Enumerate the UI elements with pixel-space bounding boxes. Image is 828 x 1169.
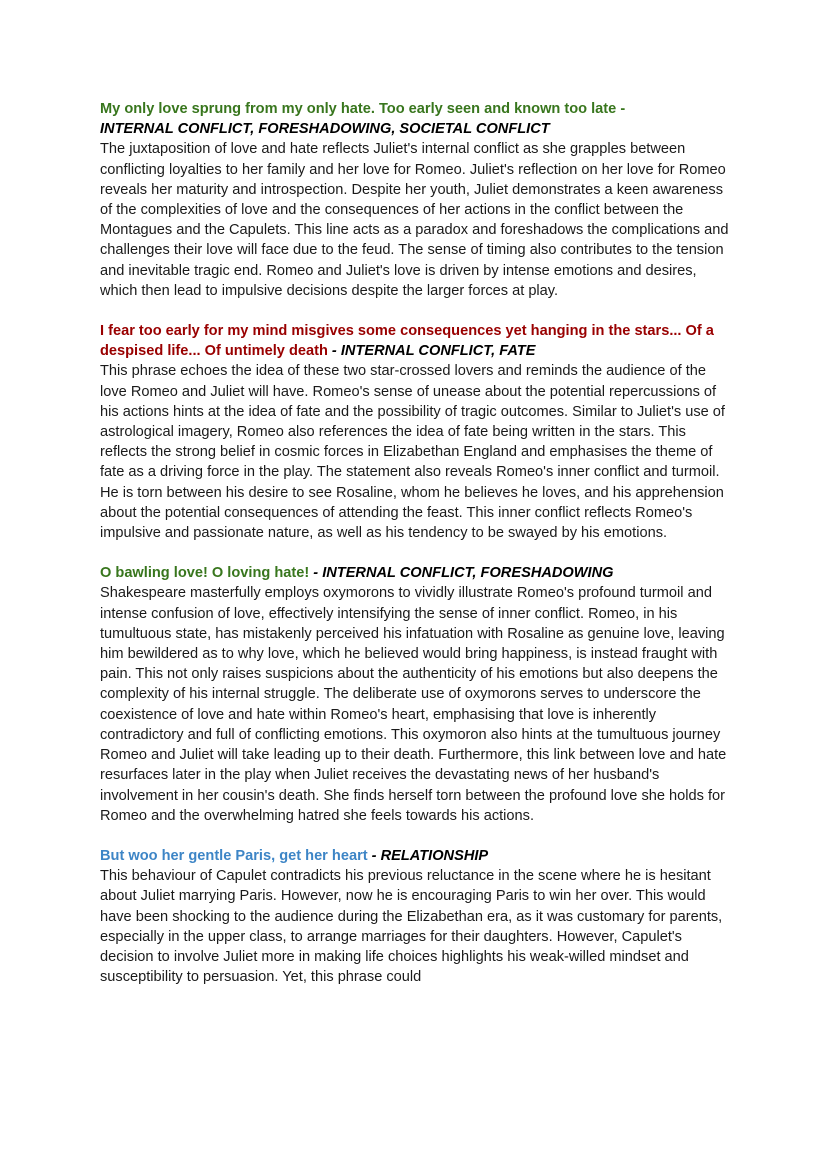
quote-text: But woo her gentle Paris, get her heart xyxy=(100,847,368,864)
theme-tags: INTERNAL CONFLICT, FORESHADOWING, SOCIETAL CONFLICT xyxy=(100,121,550,138)
quote-separator: - xyxy=(616,101,626,117)
analysis-paragraph: Shakespeare masterfully employs oxymorons to vividly illustrate Romeo's profound turmoil and intense confusion of love, effectively intensifying the sense of inner conflict. Romeo, in his tumultuous state, has mistakenly perceived his infatuation with Rosaline as genuine love, leaving him bewildered as to why love, which he believed would bring happiness, is instead fraught with pain. This not only raises suspicions about the authenticity of his emotions but also deepens the complexity of his internal struggle. The deliberate use of oxymorons serves to underscore the coexistence of love and hate within Romeo's heart, emphasising that love is inherently contradictory and full of conflicting emotions. This oxymoron also hints at the tumultuous journey Romeo and Juliet will take leading up to their death. Furthermore, this link between love and hate resurfaces later in the play when Juliet receives the devastating news of her husband's involvement in her cousin's death. She finds herself torn between the profound love she holds for Romeo and the overwhelming hatred she feels towards his actions. xyxy=(100,585,727,824)
analysis-section-2 xyxy=(100,321,732,543)
quote-text: O bawling love! O loving hate! xyxy=(100,565,310,582)
document-page xyxy=(100,99,732,1007)
quote-separator: - xyxy=(367,847,381,864)
quote-separator: - xyxy=(327,343,341,360)
analysis-paragraph: The juxtaposition of love and hate reflects Juliet's internal conflict as she grapples between conflicting loyalties to her family and her love for Romeo. Juliet's reflection on her love for Romeo reveals her maturity and introspection. Despite her youth, Juliet demonstrates a keen awareness of the complexities of love and the consequences of her actions in the conflict between the Montagues and the Capulets. This line acts as a paradox and foreshadows the complications and challenges their love will face due to the feud. The sense of timing also contributes to the tension and inevitable tragic end. Romeo and Juliet's love is driven by intense emotions and desires, which then lead to impulsive decisions despite the larger forces at play. xyxy=(100,141,729,299)
analysis-section-3 xyxy=(100,563,732,826)
quote-text: My only love sprung from my only hate. Too early seen and known too late xyxy=(100,101,617,117)
analysis-paragraph: This behaviour of Capulet contradicts his previous reluctance in the scene where he is hesitant about Juliet marrying Paris. However, now he is encouraging Paris to win her over. This would have been shocking to the audience during the Elizabethan era, as it was customary for parents, especially in the upper class, to arrange marriages for their daughters. However, Capulet's decision to involve Juliet more in making life choices highlights his weak-willed mindset and susceptibility to persuasion. Yet, this phrase could xyxy=(100,868,723,986)
section-heading xyxy=(100,846,732,866)
analysis-section-4 xyxy=(100,846,732,987)
section-heading xyxy=(100,99,732,139)
quote-text: I fear too early for my mind misgives some consequences yet hanging in the stars... Of a despised life... Of untimely death xyxy=(100,323,714,360)
theme-tags: INTERNAL CONFLICT, FATE xyxy=(340,343,536,360)
theme-tags: INTERNAL CONFLICT, FORESHADOWING xyxy=(322,565,614,582)
section-heading xyxy=(100,321,732,361)
analysis-section-1 xyxy=(100,99,732,301)
section-heading xyxy=(100,563,732,583)
quote-separator: - xyxy=(309,565,323,582)
theme-tags: RELATIONSHIP xyxy=(380,847,489,864)
analysis-paragraph: This phrase echoes the idea of these two star-crossed lovers and reminds the audience of the love Romeo and Juliet will have. Romeo's sense of unease about the potential repercussions of his actions hints at the idea of fate and the possibility of tragic outcomes. Similar to Juliet's use of astrological imagery, Romeo also references the idea of fate being written in the stars. This reflects the strong belief in cosmic forces in Elizabethan England and emphasises the theme of fate as a driving force in the play. The statement also reveals Romeo's inner conflict and turmoil. He is torn between his desire to see Rosaline, whom he believes he loves, and his apprehension about the potential consequences of attending the feast. This inner conflict reflects Romeo's impulsive and passionate nature, as well as his tendency to be swayed by his emotions. xyxy=(100,363,725,542)
